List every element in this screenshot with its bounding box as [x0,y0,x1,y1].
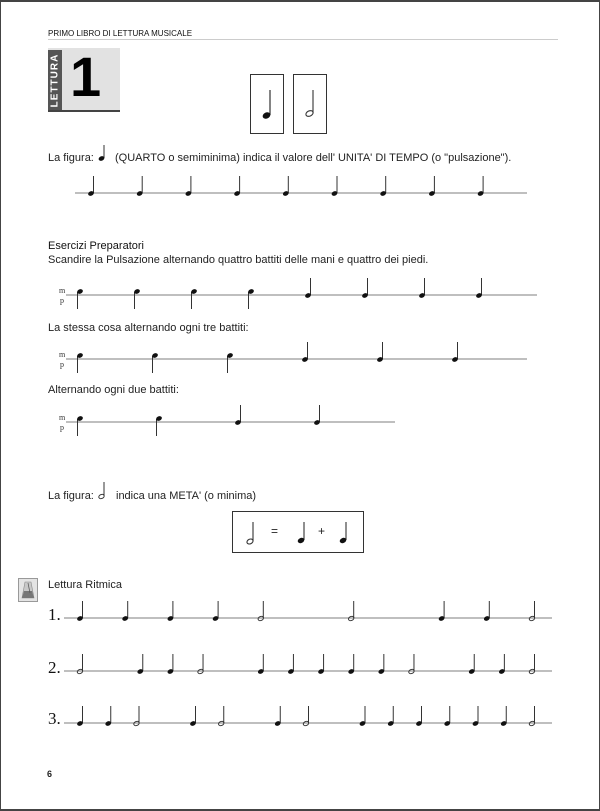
quarter-intro-text: (QUARTO o semiminima) indica il valore dell' UNITA' DI TEMPO (o "pulsazione"). [115,152,512,164]
quarter-note [472,706,479,727]
quarter-note [122,601,129,622]
plus-sign: + [318,524,326,538]
quarter-note [438,601,445,622]
preparatory-caption-3: Alternando ogni due battiti: [48,384,179,396]
quarter-note [415,706,422,727]
quarter-note [359,706,366,727]
foot-label: p [60,423,64,432]
quarter-note [500,706,507,727]
quarter-note [387,706,394,727]
half-intro-text: indica una META' (o minima) [116,490,257,502]
lesson-tab-label: LETTURA [49,53,61,107]
quarter-intro-prefix: La figura: [48,152,94,164]
hand-label: m [59,413,66,422]
running-header: PRIMO LIBRO DI LETTURA MUSICALE [48,29,193,38]
hand-label: m [59,286,66,295]
preparatory-instruction: Scandire la Pulsazione alternando quattro battiti delle mani e quattro dei piedi. [48,254,429,266]
quarter-note [137,654,144,675]
exercise-1-label: 1. [48,605,61,624]
quarter-note [76,601,83,622]
quarter-note [378,654,385,675]
quarter-note [468,654,475,675]
quarter-note [189,706,196,727]
quarter-note [498,654,505,675]
lesson-number: 1 [70,45,102,108]
preparatory-caption-2: La stessa cosa alternando ogni tre battiti: [48,322,249,334]
rhythm-reading-title: Lettura Ritmica [48,579,122,591]
quarter-note [105,706,112,727]
exercise-2-label: 2. [48,658,61,677]
exercise-3-label: 3. [48,709,61,728]
quarter-note [317,654,324,675]
quarter-note [483,601,490,622]
foot-label: p [60,360,64,369]
quarter-note [212,601,219,622]
hand-label: m [59,350,66,359]
quarter-note [444,706,451,727]
quarter-note [167,601,174,622]
quarter-note [348,654,355,675]
foot-label: p [60,296,64,305]
equals-sign: = [271,524,279,538]
half-intro-prefix: La figura: [48,490,94,502]
quarter-note [274,706,281,727]
page-number: 6 [47,769,53,779]
quarter-note [257,654,264,675]
quarter-note [167,654,174,675]
preparatory-title: Esercizi Preparatori [48,240,144,252]
quarter-note [76,706,83,727]
quarter-note [287,654,294,675]
